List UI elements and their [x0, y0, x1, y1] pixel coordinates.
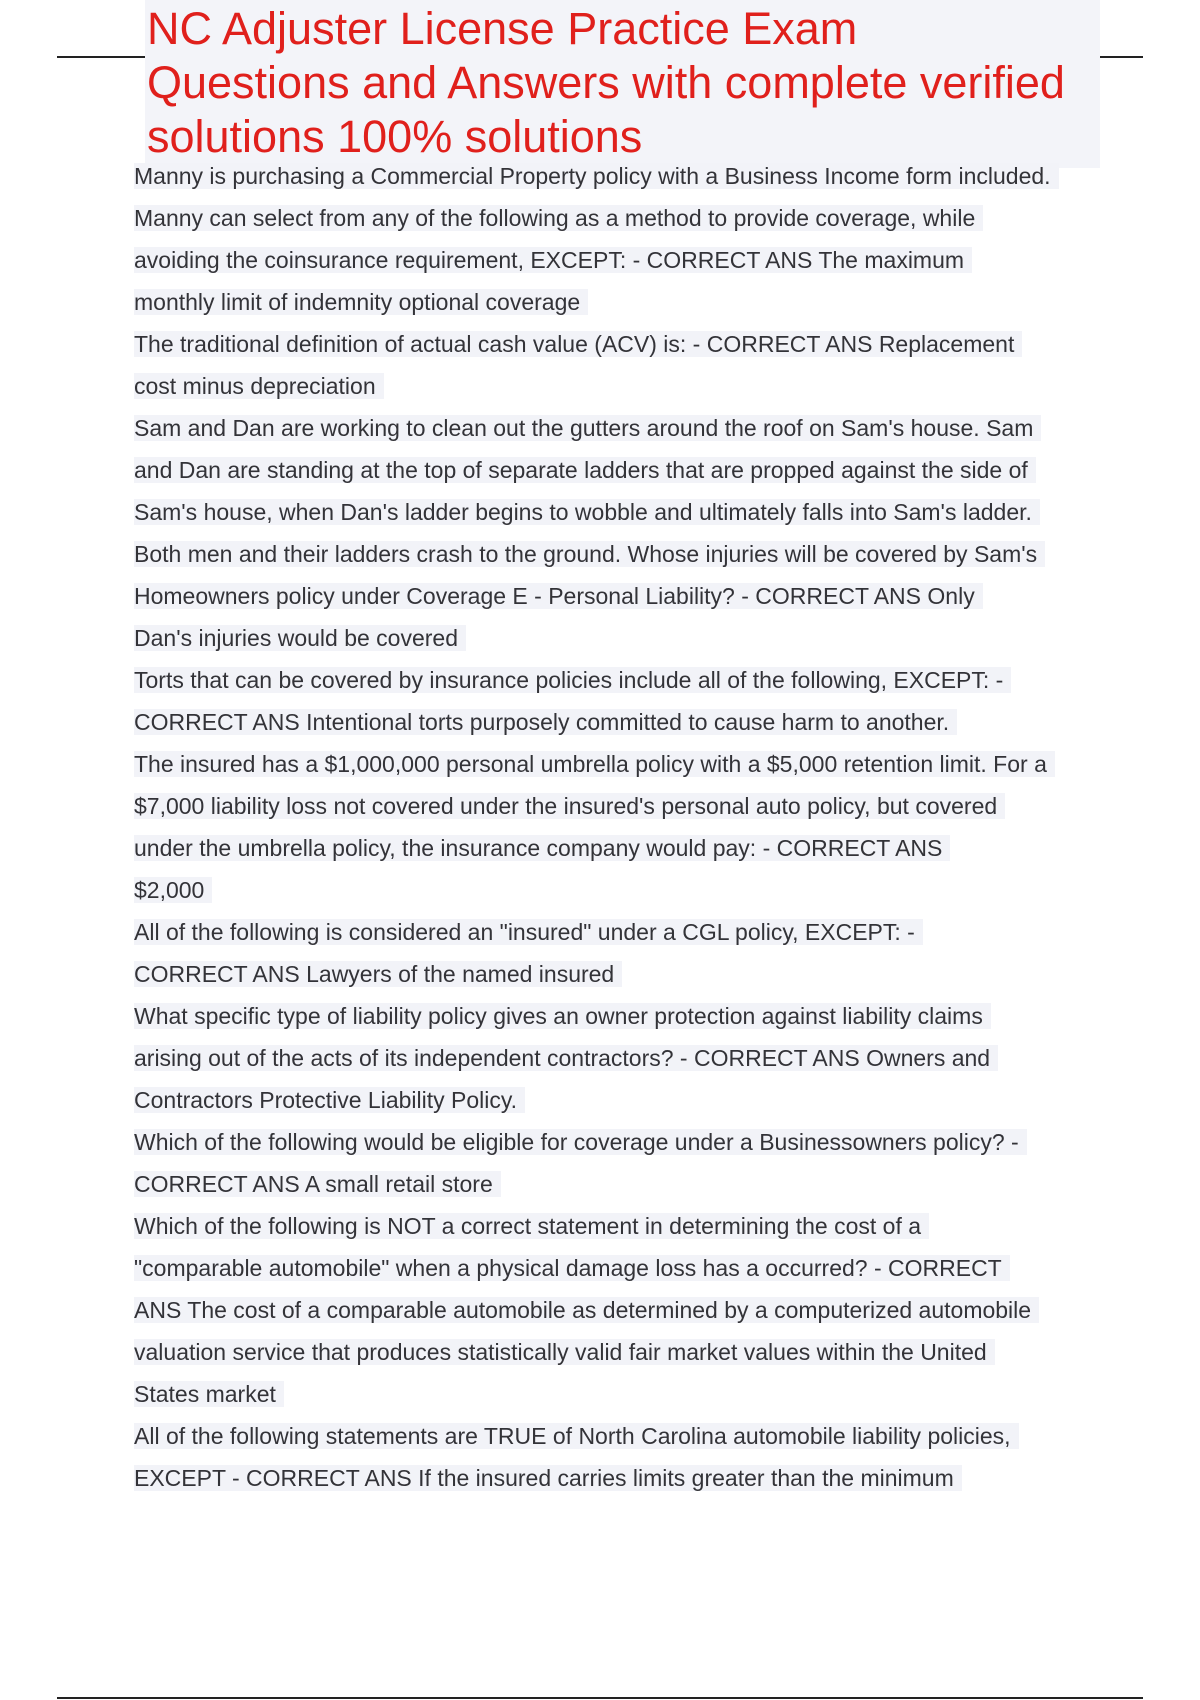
text-line-content: and Dan are standing at the top of separate ladders that are propped against the side of — [134, 457, 1036, 483]
text-line-content: All of the following statements are TRUE of North Carolina automobile liability policies, — [134, 1423, 1019, 1449]
text-line — [134, 1163, 1114, 1205]
text-line — [134, 197, 1114, 239]
text-line-content: Dan's injuries would be covered — [134, 625, 466, 651]
text-line — [134, 1205, 1114, 1247]
text-line-content: All of the following is considered an "insured" under a CGL policy, EXCEPT: - — [134, 919, 923, 945]
text-line-content: Which of the following is NOT a correct statement in determining the cost of a — [134, 1213, 929, 1239]
qa-content — [134, 155, 1114, 1499]
text-line — [134, 995, 1114, 1037]
text-line — [134, 449, 1114, 491]
text-line-content: What specific type of liability policy gives an owner protection against liability claims — [134, 1003, 991, 1029]
text-line — [134, 785, 1114, 827]
text-line-content: monthly limit of indemnity optional coverage — [134, 289, 588, 315]
text-line — [134, 869, 1114, 911]
text-line-content: "comparable automobile" when a physical damage loss has a occurred? - CORRECT — [134, 1255, 1010, 1281]
text-line-content: Both men and their ladders crash to the ground. Whose injuries will be covered by Sam's — [134, 541, 1045, 567]
text-line-content: EXCEPT - CORRECT ANS If the insured carries limits greater than the minimum — [134, 1465, 962, 1491]
text-line-content: Which of the following would be eligible for coverage under a Businessowners policy? - — [134, 1129, 1027, 1155]
header-rule-left — [57, 56, 147, 58]
text-line-content: Homeowners policy under Coverage E - Personal Liability? - CORRECT ANS Only — [134, 583, 983, 609]
text-line-content: Torts that can be covered by insurance policies include all of the following, EXCEPT: - — [134, 667, 1011, 693]
text-line — [134, 533, 1114, 575]
text-line — [134, 1457, 1114, 1499]
text-line-content: The traditional definition of actual cash value (ACV) is: - CORRECT ANS Replacement — [134, 331, 1022, 357]
text-line-content: ANS The cost of a comparable automobile as determined by a computerized automobile — [134, 1297, 1039, 1323]
text-line — [134, 827, 1114, 869]
text-line — [134, 1289, 1114, 1331]
text-line-content: CORRECT ANS Intentional torts purposely committed to cause harm to another. — [134, 709, 957, 735]
text-line — [134, 281, 1114, 323]
text-line-content: valuation service that produces statistically valid fair market values within the United — [134, 1339, 995, 1365]
text-line-content: CORRECT ANS Lawyers of the named insured — [134, 961, 622, 987]
text-line-content: $2,000 — [134, 877, 212, 903]
text-line — [134, 575, 1114, 617]
text-line-content: Manny can select from any of the following as a method to provide coverage, while — [134, 205, 983, 231]
title-line: NC Adjuster License Practice Exam — [147, 3, 858, 54]
text-line — [134, 1373, 1114, 1415]
text-line-content: cost minus depreciation — [134, 373, 384, 399]
text-line — [134, 1247, 1114, 1289]
text-line — [134, 323, 1114, 365]
text-line — [134, 1037, 1114, 1079]
text-line — [134, 491, 1114, 533]
text-line — [134, 911, 1114, 953]
title-line: solutions 100% solutions — [147, 111, 643, 162]
text-line — [134, 155, 1114, 197]
text-line-content: The insured has a $1,000,000 personal umbrella policy with a $5,000 retention limit. For a — [134, 751, 1055, 777]
text-line — [134, 617, 1114, 659]
text-line — [134, 1331, 1114, 1373]
text-line-content: arising out of the acts of its independent contractors? - CORRECT ANS Owners and — [134, 1045, 998, 1071]
text-line — [134, 701, 1114, 743]
text-line — [134, 407, 1114, 449]
text-line — [134, 1121, 1114, 1163]
text-line-content: Manny is purchasing a Commercial Property policy with a Business Income form included. — [134, 163, 1059, 189]
text-line — [134, 239, 1114, 281]
text-line-content: Sam and Dan are working to clean out the gutters around the roof on Sam's house. Sam — [134, 415, 1041, 441]
text-line-content: avoiding the coinsurance requirement, EXCEPT: - CORRECT ANS The maximum — [134, 247, 972, 273]
text-line-content: Sam's house, when Dan's ladder begins to wobble and ultimately falls into Sam's ladder. — [134, 499, 1040, 525]
text-line — [134, 1079, 1114, 1121]
header-rule-right — [1100, 56, 1143, 58]
text-line — [134, 659, 1114, 701]
text-line — [134, 743, 1114, 785]
text-line — [134, 953, 1114, 995]
text-line — [134, 1415, 1114, 1457]
text-line-content: under the umbrella policy, the insurance company would pay: - CORRECT ANS — [134, 835, 950, 861]
title-line: Questions and Answers with complete verified — [147, 57, 1065, 108]
text-line-content: $7,000 liability loss not covered under the insured's personal auto policy, but covered — [134, 793, 1005, 819]
text-line-content: States market — [134, 1381, 284, 1407]
document-title — [145, 0, 1100, 168]
text-line-content: CORRECT ANS A small retail store — [134, 1171, 501, 1197]
text-line-content: Contractors Protective Liability Policy. — [134, 1087, 525, 1113]
footer-rule — [57, 1697, 1143, 1699]
text-line — [134, 365, 1114, 407]
